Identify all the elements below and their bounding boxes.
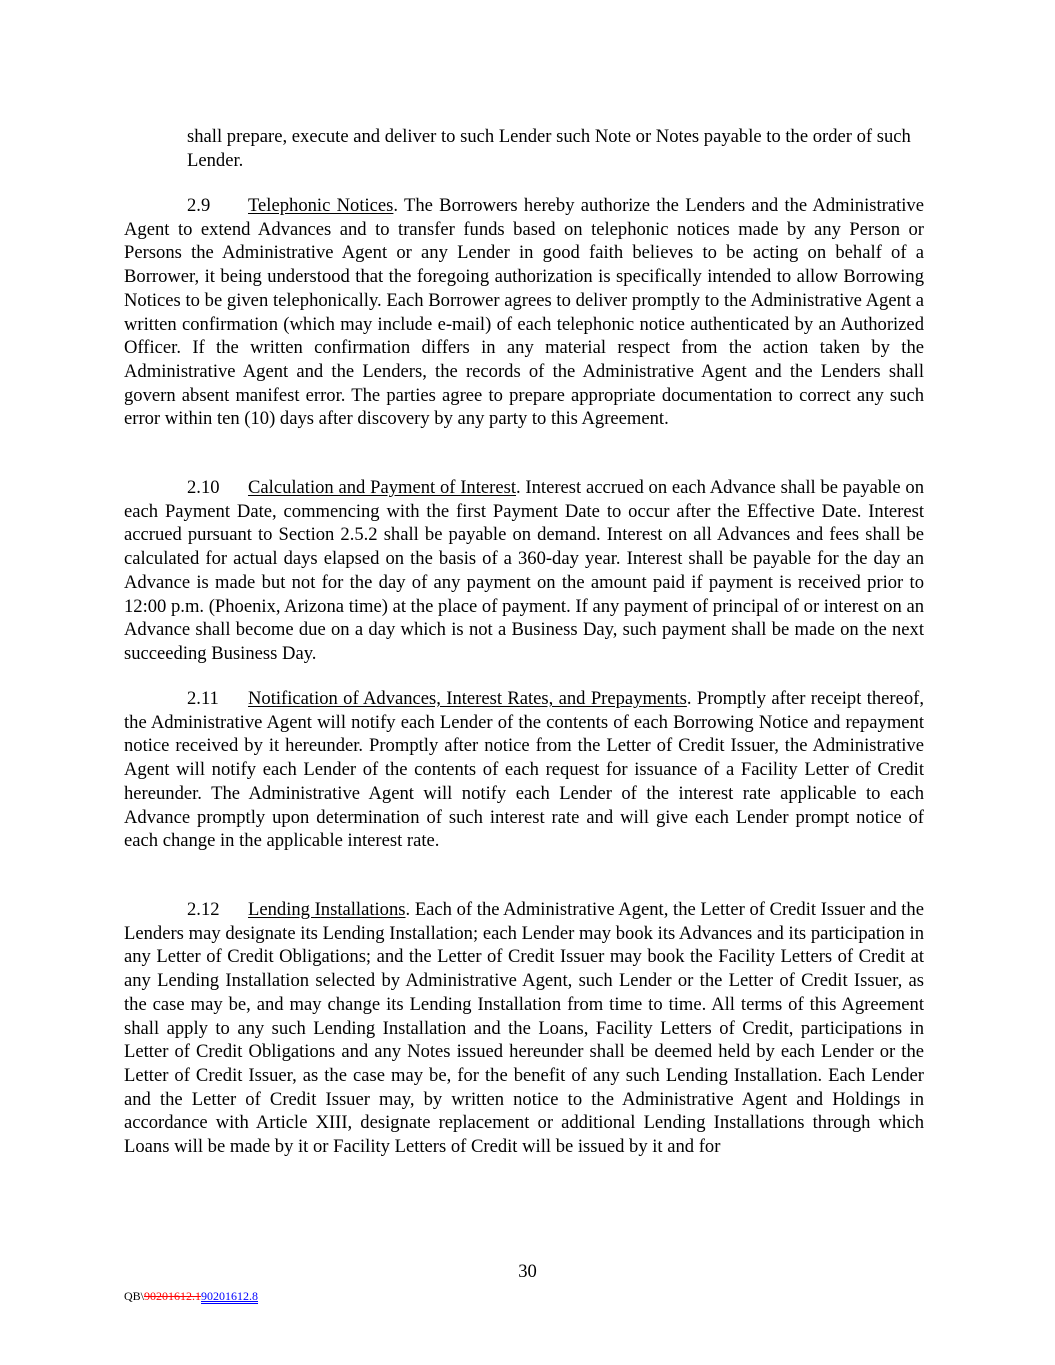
section-number: 2.11 — [187, 688, 219, 709]
section-heading: Notification of Advances, Interest Rates, and Prepayments — [248, 688, 687, 709]
section-heading: Telephonic Notices — [248, 195, 394, 216]
section-2-12 — [124, 898, 924, 1159]
document-id-footer — [124, 1289, 258, 1304]
continuation-paragraph: shall prepare, execute and deliver to such Lender such Note or Notes payable to the order of such Lender. — [187, 126, 911, 171]
section-2-9 — [124, 194, 924, 431]
section-body: . The Borrowers hereby authorize the Lenders and the Administrative Agent to extend Advances and to transfer funds based on telephonic notices made by any Person or Persons the Administrative Agent or any Lender in good faith believes to be acting on behalf of a Borrower, it being understood that the foregoing authorization is specifically intended to allow Borrowing Notices to be given telephonically. Each Borrower agrees to deliver promptly to the Administrative Agent a written confirmation (which may include e-mail) of each telephonic notice authenticated by an Authorized Officer. If the written confirmation differs in any material respect from the action taken by the Administrative Agent and the Lenders, the records of the Administrative Agent and the Lenders shall govern absent manifest error. The parties agree to prepare appropriate documentation to correct any such error within ten (10) days after discovery by any party to this Agreement. — [124, 195, 924, 430]
section-heading: Calculation and Payment of Interest — [248, 477, 516, 498]
page-number: 30 — [518, 1261, 537, 1282]
section-2-11 — [124, 687, 924, 853]
section-body: . Promptly after receipt thereof, the Administrative Agent will notify each Lender of the contents of each Borrowing Notice and repayment notice received by it hereunder. Promptly after notice from the Letter of Credit Issuer, the Administrative Agent will notify each Lender of the contents of each request for issuance of a Facility Letter of Credit hereunder. The Administrative Agent will notify each Lender of the interest rate applicable to each Advance promptly upon determination of such interest rate and will give each Lender prompt notice of each change in the applicable interest rate. — [124, 688, 924, 852]
section-number: 2.12 — [187, 899, 220, 920]
section-number: 2.10 — [187, 477, 220, 498]
inserted-document-id: 90201612.8 — [201, 1289, 259, 1303]
section-body: . Each of the Administrative Agent, the Letter of Credit Issuer and the Lenders may designate its Lending Installation; each Lender may book its Advances and its participation in any Letter of Credit Obligations; and the Letter of Credit Issuer may book the Facility Letters of Credit at any Lending Installation selected by Administrative Agent, such Lender or the Letter of Credit Issuer, as the case may be, and may change its Lending Installation from time to time. All terms of this Agreement shall apply to any such Lending Installation and the Loans, Facility Letters of Credit, participations in Letter of Credit Obligations and any Notes issued hereunder shall be deemed held by each Lender or the Letter of Credit Issuer, as the case may be, for the benefit of any such Lending Installation. Each Lender and the Letter of Credit Issuer may, by written notice to the Administrative Agent and Holdings in accordance with Article XIII, designate replacement or additional Lending Installations through which Loans will be made by it or Facility Letters of Credit will be issued by it and for — [124, 899, 924, 1158]
section-2-10 — [124, 476, 924, 666]
section-number: 2.9 — [187, 195, 211, 216]
deleted-document-id: 90201612.1 — [144, 1289, 202, 1303]
footer-prefix: QB\ — [124, 1289, 145, 1303]
section-body: . Interest accrued on each Advance shall be payable on each Payment Date, commencing with the first Payment Date to occur after the Effective Date. Interest accrued pursuant to Section 2.5.2 shall be payable on demand. Interest on all Advances and fees shall be calculated for actual days elapsed on the basis of a 360-day year. Interest shall be payable for the day an Advance is made but not for the day of any payment on the amount paid if payment is received prior to 12:00 p.m. (Phoenix, Arizona time) at the place of payment. If any payment of principal of or interest on an Advance shall become due on a day which is not a Business Day, such payment shall be made on the next succeeding Business Day. — [124, 477, 925, 664]
section-heading: Lending Installations — [248, 899, 406, 920]
